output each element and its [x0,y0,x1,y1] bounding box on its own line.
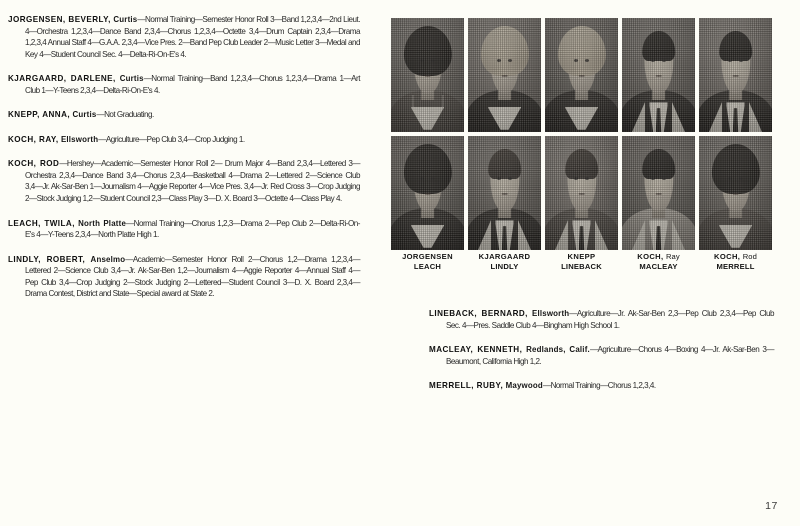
caption-top-name: KJARGAARD [478,252,531,261]
caption-column [699,252,772,271]
caption-column [622,252,695,271]
senior-entry [429,344,774,367]
left-text-column [8,14,360,300]
senior-entry [8,158,360,204]
senior-activities: —Normal Training—Chorus 1,2,3,4. [542,381,656,391]
senior-entry [8,73,360,96]
portrait-lindly [468,136,541,250]
caption-bottom-name: MERRELL [716,261,755,271]
portrait-koch-ray [622,18,695,132]
right-text-column [429,308,774,392]
caption-top-name: KOCH, [714,252,741,261]
senior-activities: —Agriculture—Jr. Ak-Sar-Ben 2,3—Pep Club 2,3,4—Pep Club Sec. 4—Pres. Saddle Club 4—Bingham High School 1. [446,309,774,330]
senior-name: KNEPP, ANNA, [8,110,71,120]
senior-entry [8,109,360,121]
senior-activities: —Agriculture—Chorus 4—Boxing 4—Jr. Ak-Sar-Ben 3—Beaumont, California High 1,2. [446,345,774,366]
senior-name: LEACH, TWILA, [8,218,75,228]
senior-entry [8,134,360,146]
senior-activities: —Hershey—Academic—Semester Honor Roll 2— Drum Major 4—Band 2,3,4—Lettered 3—Orchestra 2,3,4—Dance Band 3,4—Chorus 2,3,4—Basketball 4—Drama 2—Lettered 2—Science Club 3,4—Jr. Ak-Sar-Ben 1—Journalism 4—Aggie Reporter 4—Vice Pres. 3,4—Jr. Red Cross 3—Crop Judging 2—Stock Judging 1,2—Student Council 2,3—Class Play 3—D. X. Board 3—Octette 4—Class Play 4. [25,159,360,204]
senior-hometown: Maywood [505,381,543,391]
senior-activities: —Agriculture—Pep Club 3,4—Crop Judging 1. [98,134,245,144]
senior-name: JORGENSEN, BEVERLY, [8,15,111,24]
page-number: 17 [765,500,778,512]
senior-hometown: Ellsworth [531,309,570,318]
senior-name: KOCH, RAY, [8,134,59,144]
senior-entry [8,254,360,300]
senior-activities: —Normal Training—Band 1,2,3,4—Chorus 1,2,3,4—Drama 1—Art Club 1—Y-Teens 2,3,4—Delta-Ri-On-E's 4. [25,74,360,95]
caption-top-firstname: Ray [665,252,680,261]
senior-hometown: Anselmo [90,254,126,264]
caption-bottom-name: LINDLY [490,261,519,271]
caption-top-firstname: Rod [742,252,757,261]
senior-name: MACLEAY, KENNETH, [429,345,523,355]
senior-entry [429,380,774,392]
caption-column [545,252,618,271]
senior-hometown: Ellsworth [60,134,99,144]
senior-name: MERRELL, RUBY, [429,381,504,391]
caption-top-name: KOCH, [637,252,664,261]
senior-name: KJARGAARD, DARLENE, [8,74,116,84]
senior-hometown: Curtis [72,110,97,120]
senior-activities: —Not Graduating. [96,110,154,120]
senior-hometown: Curtis [119,74,144,84]
caption-column [468,252,541,271]
senior-portrait-grid [391,18,772,250]
portrait-lineback [545,136,618,250]
caption-bottom-name: MACLEAY [639,261,678,271]
portrait-kjargaard [468,18,541,132]
senior-name: LINDLY, ROBERT, [8,254,86,264]
senior-hometown: Curtis [113,15,138,24]
portrait-merrell [699,136,772,250]
senior-name: KOCH, ROD [8,159,60,169]
caption-top-name: JORGENSEN [402,252,453,261]
senior-hometown: Redlands, Calif. [526,345,590,355]
portrait-captions [391,252,772,271]
caption-bottom-name: LEACH [413,261,442,271]
senior-entry [8,14,360,60]
caption-column [391,252,464,271]
senior-hometown: North Platte [78,218,127,228]
senior-activities: —Academic—Semester Honor Roll 2—Chorus 1,2—Drama 1,2,3,4—Lettered 2—Science Club 3,4—Jr. Ak-Sar-Ben 1,2—Journalism 4—Aggie Reporter 4—Annual Staff 4—Pep Club 3,4—Crop Judging 2—Stock Judging 2—Lettered—Student Council 3—D. X. Board 2,3,4—Drama Contest, District and State—Special award at State 2. [25,254,360,299]
senior-entry [429,308,774,331]
senior-entry [8,218,360,241]
caption-bottom-name: LINEBACK [561,261,602,271]
senior-activities: —Normal Training—Semester Honor Roll 3—Band 1,2,3,4—2nd Lieut. 4—Orchestra 1,2,3,4—Dance Band 2,3,4—Chorus 1,2,3,4—Octette 3,4—Drum Captain 2,3,4—Drama 1,2,3,4 Annual Staff 4—G.A.A. 2,3,4—Vice Pres. 2—Band Pep Club Leader 2—Music Letter 3—Medal and Key 4—Student Council Sec. 4—Delta-Ri-On-E's 4. [25,15,360,59]
senior-activities: —Normal Training—Chorus 1,2,3—Drama 2—Pep Club 2—Delta-Ri-On-E's 4—Y-Teens 2,3,4—North Platte High 1. [25,218,360,240]
senior-name: LINEBACK, BERNARD, [429,309,528,318]
portrait-leach [391,136,464,250]
portrait-jorgensen [391,18,464,132]
portrait-knepp [545,18,618,132]
portrait-koch-rod [699,18,772,132]
portrait-macleay [622,136,695,250]
caption-top-name: KNEPP [567,252,596,261]
